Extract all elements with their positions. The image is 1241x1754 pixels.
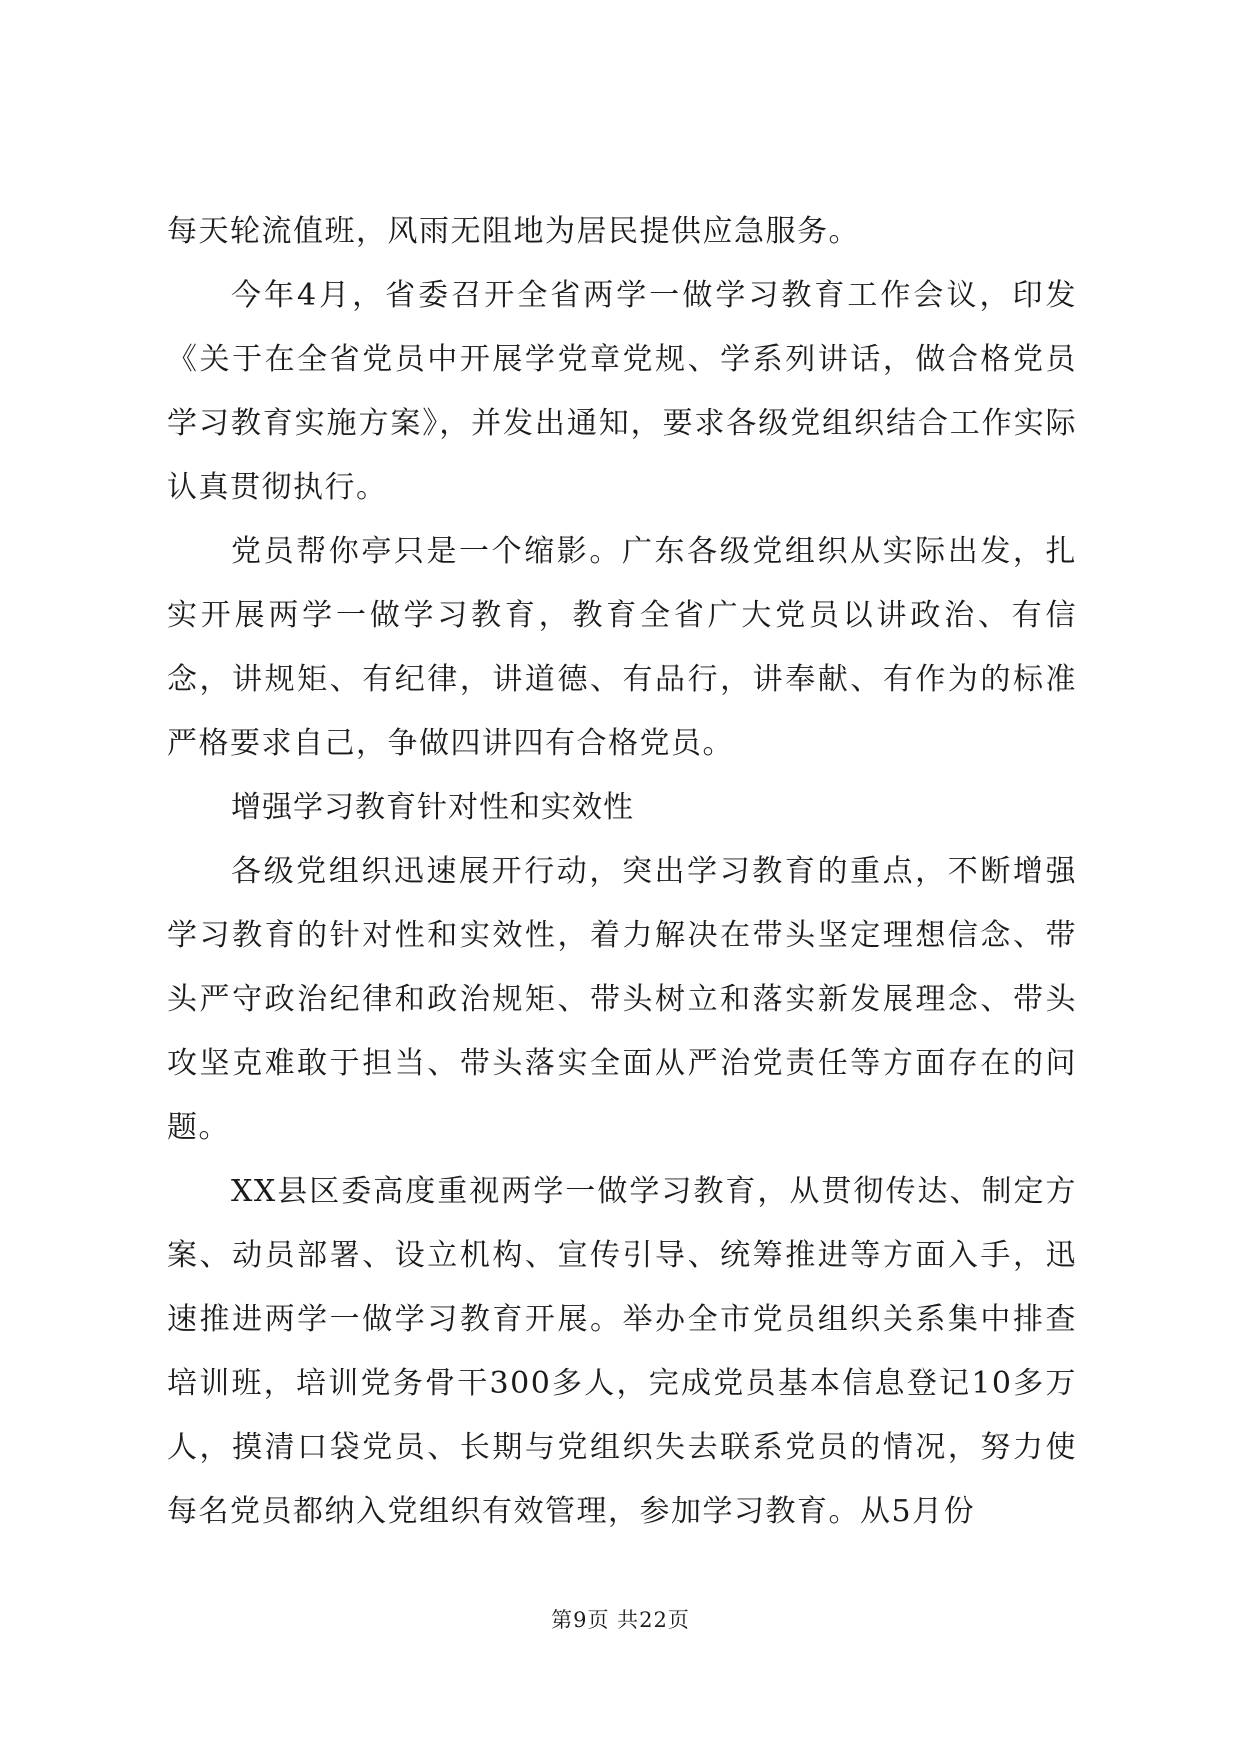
paragraph-county: XX县区委高度重视两学一做学习教育，从贯彻传达、制定方案、动员部署、设立机构、宣传引导、统筹推进等方面入手，迅速推进两学一做学习教育开展。举办全市党员组织关系集中排查培训班，培训党务骨干300多人，完成党员基本信息登记10多万人，摸清口袋党员、长期与党组织失去联系党员的情况，努力使每名党员都纳入党组织有效管理，参加学习教育。从5月份 xyxy=(167,1174,1077,1529)
paragraph-guangdong: 党员帮你亭只是一个缩影。广东各级党组织从实际出发，扎实开展两学一做学习教育，教育全省广大党员以讲政治、有信念，讲规矩、有纪律，讲道德、有品行，讲奉献、有作为的标准严格要求自己，争做四讲四有合格党员。 xyxy=(167,534,1077,761)
paragraph-meeting: 今年4月，省委召开全省两学一做学习教育工作会议，印发《关于在全省党员中开展学党章党规、学系列讲话，做合格党员学习教育实施方案》，并发出通知，要求各级党组织结合工作实际认真贯彻执行。 xyxy=(167,278,1077,505)
document-body xyxy=(167,200,1077,1544)
section-heading: 增强学习教育针对性和实效性 xyxy=(231,790,634,825)
page-number-footer: 第9页 共22页 xyxy=(551,1608,690,1632)
paragraph-action: 各级党组织迅速展开行动，突出学习教育的重点，不断增强学习教育的针对性和实效性，着力解决在带头坚定理想信念、带头严守政治纪律和政治规矩、带头树立和落实新发展理念、带头攻坚克难敢于担当、带头落实全面从严治党责任等方面存在的问题。 xyxy=(167,854,1077,1145)
paragraph-continuation: 每天轮流值班，风雨无阻地为居民提供应急服务。 xyxy=(167,214,860,249)
